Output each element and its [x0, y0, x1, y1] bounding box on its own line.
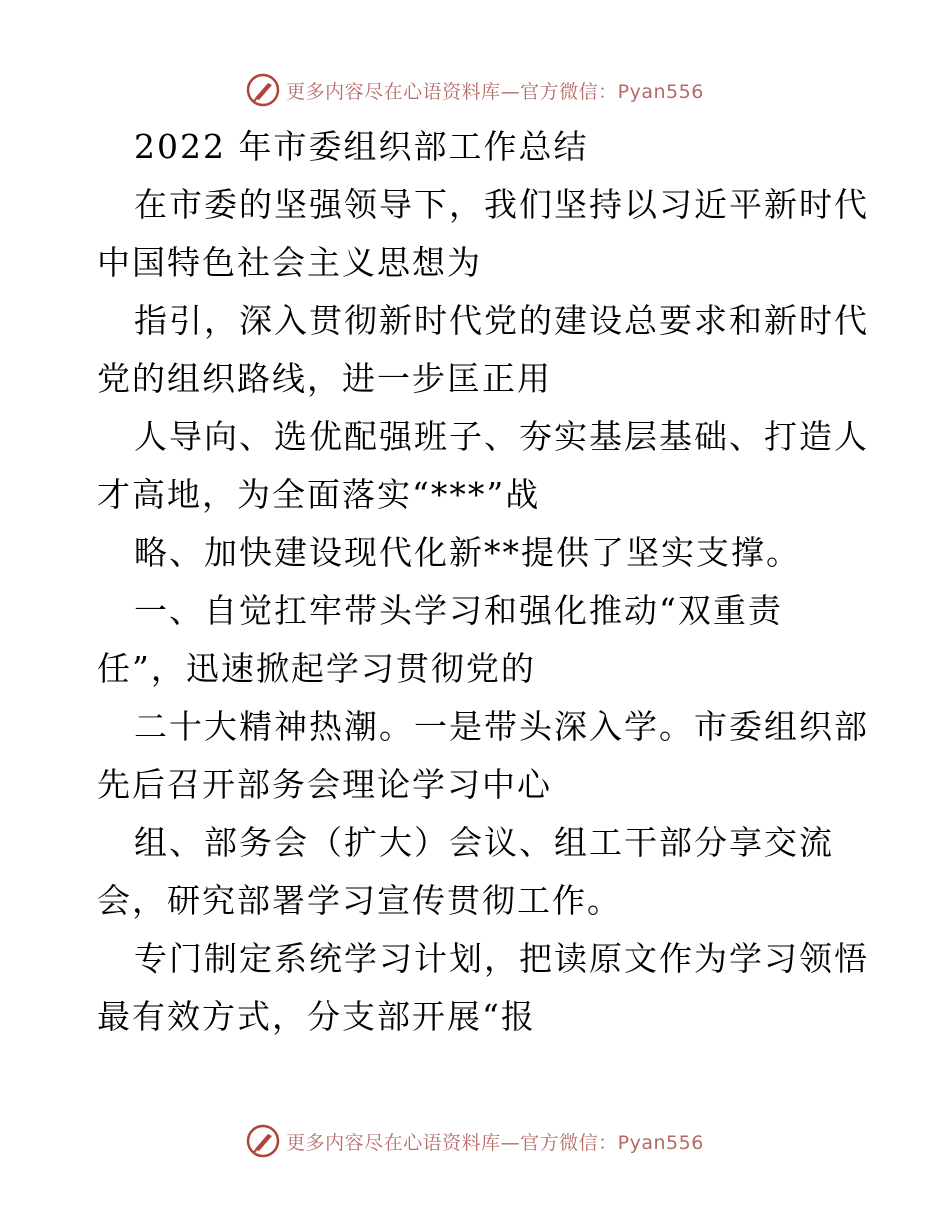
footer-banner — [0, 1119, 950, 1163]
paragraph-line: 指引，深入贯彻新时代党的建设总要求和新时代 — [134, 301, 869, 340]
paragraph-line: 才高地，为全面落实“***”战 — [97, 475, 541, 514]
quill-pen-logo-icon — [246, 1124, 280, 1158]
paragraph-line: 在市委的坚强领导下，我们坚持以习近平新时代 — [134, 185, 869, 224]
paragraph-line: 党的组织路线，进一步匡正用 — [97, 359, 552, 398]
quill-pen-logo-icon — [246, 73, 280, 107]
paragraph-line: 略、加快建设现代化新**提供了坚实支撑。 — [134, 533, 801, 572]
header-banner — [0, 68, 950, 112]
header-banner-text: 更多内容尽在心语资料库—官方微信：Pyan556 — [286, 80, 704, 103]
footer-banner-text: 更多内容尽在心语资料库—官方微信：Pyan556 — [286, 1131, 704, 1154]
paragraph-line: 中国特色社会主义思想为 — [97, 243, 482, 282]
paragraph-line: 专门制定系统学习计划，把读原文作为学习领悟 — [134, 939, 869, 978]
section-heading-line: 一、自觉扛牢带头学习和强化推动“双重责 — [134, 591, 783, 630]
section-heading-line: 任”，迅速掀起学习贯彻党的 — [97, 649, 536, 688]
paragraph-line: 人导向、选优配强班子、夯实基层基础、打造人 — [134, 417, 869, 456]
paragraph-line: 先后召开部务会理论学习中心 — [97, 765, 552, 804]
paragraph-line: 组、部务会（扩大）会议、组工干部分享交流 — [134, 823, 834, 862]
paragraph-line: 二十大精神热潮。一是带头深入学。市委组织部 — [134, 707, 869, 746]
paragraph-line: 最有效方式，分支部开展“报 — [97, 997, 536, 1036]
paragraph-line: 会，研究部署学习宣传贯彻工作。 — [97, 881, 622, 920]
document-title: 2022 年市委组织部工作总结 — [134, 127, 589, 166]
